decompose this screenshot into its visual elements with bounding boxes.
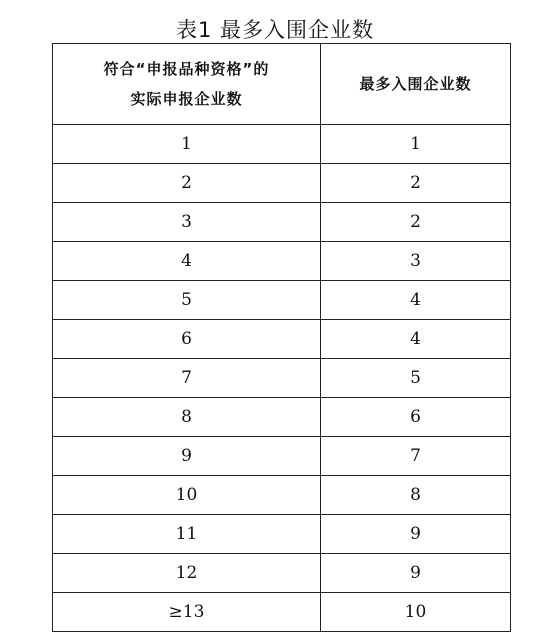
table-row <box>53 554 511 593</box>
cell-applicants: 3 <box>53 203 321 242</box>
cell-applicants: 10 <box>53 476 321 515</box>
cell-applicants: 8 <box>53 398 321 437</box>
cell-shortlisted: 7 <box>321 437 511 476</box>
cell-applicants: 7 <box>53 359 321 398</box>
cell-shortlisted: 2 <box>321 164 511 203</box>
table-row <box>53 515 511 554</box>
cell-shortlisted: 8 <box>321 476 511 515</box>
cell-applicants: 4 <box>53 242 321 281</box>
cell-applicants: ≥13 <box>53 593 321 632</box>
header-col1-line2: 实际申报企业数 <box>130 90 243 108</box>
cell-shortlisted: 4 <box>321 281 511 320</box>
cell-shortlisted: 10 <box>321 593 511 632</box>
cell-shortlisted: 9 <box>321 515 511 554</box>
cell-applicants: 1 <box>53 125 321 164</box>
table-row <box>53 203 511 242</box>
table-row <box>53 398 511 437</box>
table-row <box>53 320 511 359</box>
cell-applicants: 2 <box>53 164 321 203</box>
table-row <box>53 593 511 632</box>
header-col1-line1: 符合“申报品种资格”的 <box>103 60 270 78</box>
cell-applicants: 6 <box>53 320 321 359</box>
cell-shortlisted: 5 <box>321 359 511 398</box>
table-row <box>53 125 511 164</box>
cell-shortlisted: 2 <box>321 203 511 242</box>
table-row <box>53 164 511 203</box>
header-max-shortlisted: 最多入围企业数 <box>321 44 511 125</box>
cell-applicants: 12 <box>53 554 321 593</box>
header-actual-applicants <box>53 44 321 125</box>
table-row <box>53 437 511 476</box>
header-row <box>53 44 511 125</box>
table-row <box>53 242 511 281</box>
cell-applicants: 9 <box>53 437 321 476</box>
cell-shortlisted: 4 <box>321 320 511 359</box>
table-row <box>53 359 511 398</box>
enterprise-table <box>52 43 511 632</box>
table-row <box>53 476 511 515</box>
cell-applicants: 5 <box>53 281 321 320</box>
table-row <box>53 281 511 320</box>
table-title: 表1 最多入围企业数 <box>175 18 375 42</box>
cell-applicants: 11 <box>53 515 321 554</box>
cell-shortlisted: 6 <box>321 398 511 437</box>
cell-shortlisted: 1 <box>321 125 511 164</box>
cell-shortlisted: 9 <box>321 554 511 593</box>
cell-shortlisted: 3 <box>321 242 511 281</box>
